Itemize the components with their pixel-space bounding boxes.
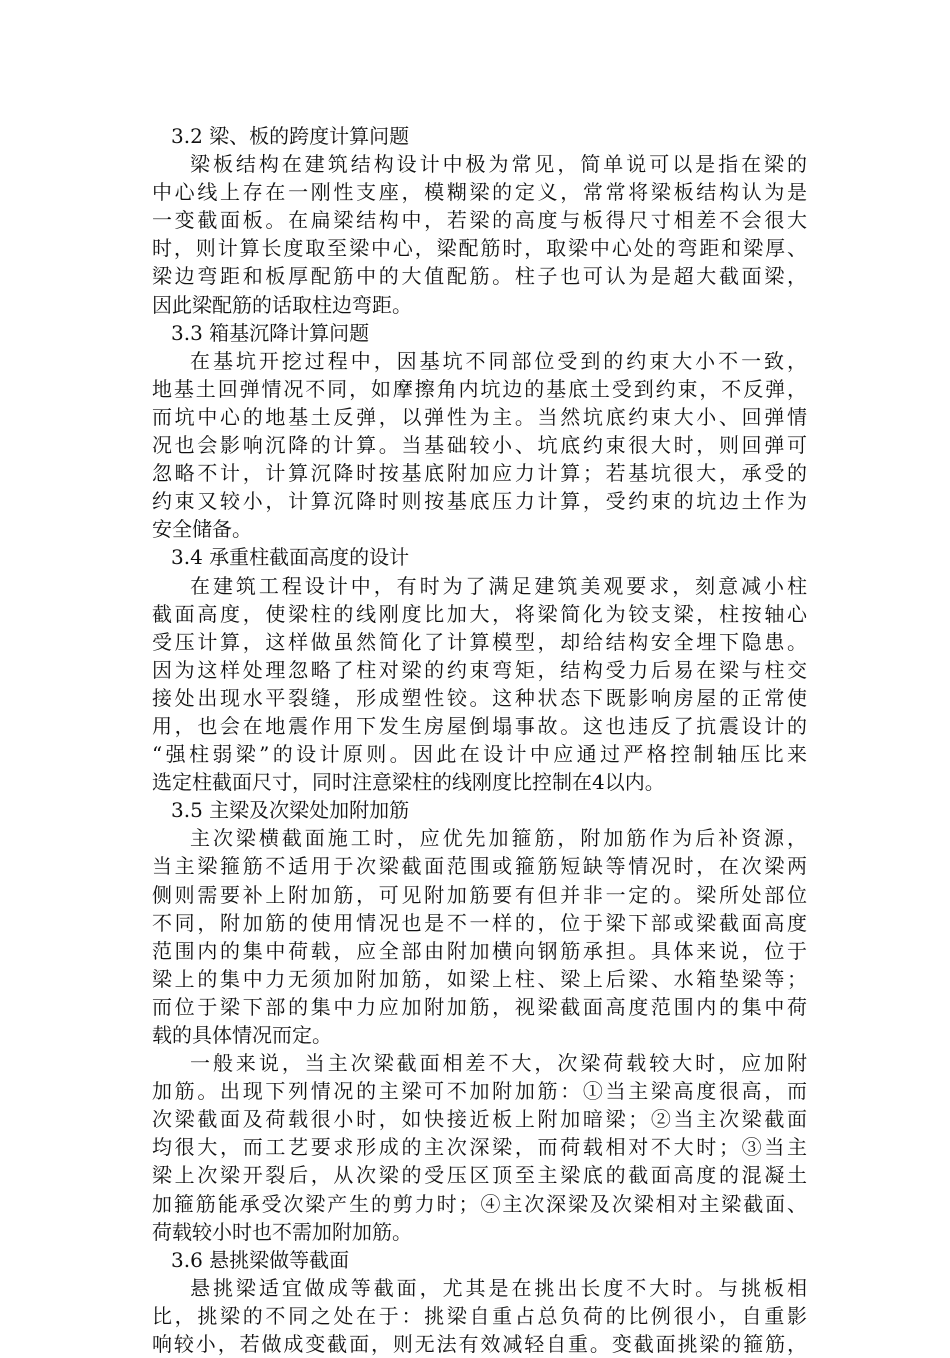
paragraph-line: 截面高度，使梁柱的线刚度比加大，将梁简化为铰支梁，柱按轴心	[152, 601, 807, 626]
paragraph-line: 梁板结构在建筑结构设计中极为常见，简单说可以是指在梁的	[190, 152, 807, 177]
paragraph-line: 接处出现水平裂缝，形成塑性铰。这种状态下既影响房屋的正常使	[152, 685, 807, 710]
section-heading: 3.3 箱基沉降计算问题	[171, 320, 370, 345]
paragraph-line: 比，挑梁的不同之处在于：挑梁自重占总负荷的比例很小，自重影	[152, 1303, 807, 1328]
paragraph-line: 当主梁箍筋不适用于次梁截面范围或箍筋短缺等情况时，在次梁两	[152, 854, 807, 879]
paragraph-line: 地基土回弹情况不同，如摩擦角内坑边的基底土受到约束，不反弹，	[152, 376, 807, 401]
paragraph-line: 选定柱截面尺寸，同时注意梁柱的线刚度比控制在4以内。	[152, 770, 665, 795]
paragraph-line: “强柱弱梁”的设计原则。因此在设计中应通过严格控制轴压比来	[152, 742, 807, 767]
paragraph-line: 时，则计算长度取至梁中心，梁配筋时，取梁中心处的弯距和梁厚、	[152, 236, 807, 261]
paragraph-line: 不同，附加筋的使用情况也是不一样的，位于梁下部或梁截面高度	[152, 910, 807, 935]
paragraph-line: 用，也会在地震作用下发生房屋倒塌事故。这也违反了抗震设计的	[152, 713, 807, 738]
paragraph-line: 主次梁横截面施工时，应优先加箍筋，附加筋作为后补资源，	[190, 826, 807, 851]
paragraph-line: 忽略不计，计算沉降时按基底附加应力计算；若基坑很大，承受的	[152, 461, 807, 486]
paragraph-line: 约束又较小，计算沉降时则按基底压力计算，受约束的坑边土作为	[152, 489, 807, 514]
section-heading: 3.5 主梁及次梁处加附加筋	[171, 798, 410, 823]
paragraph-line: 一般来说，当主次梁截面相差不大，次梁荷载较大时，应加附	[190, 1051, 807, 1076]
paragraph-line: 安全储备。	[152, 517, 252, 542]
paragraph-line: 加箍筋能承受次梁产生的剪力时；④主次深梁及次梁相对主梁截面、	[152, 1191, 807, 1216]
section-heading: 3.4 承重柱截面高度的设计	[171, 545, 410, 570]
paragraph-line: 而位于梁下部的集中力应加附加筋，视梁截面高度范围内的集中荷	[152, 994, 807, 1019]
paragraph-line: 而坑中心的地基土反弹，以弹性为主。当然坑底约束大小、回弹情	[152, 404, 807, 429]
paragraph-line: 在基坑开挖过程中，因基坑不同部位受到的约束大小不一致，	[190, 348, 807, 373]
paragraph-line: 在建筑工程设计中，有时为了满足建筑美观要求，刻意减小柱	[190, 573, 807, 598]
paragraph-line: 荷载较小时也不需加附加筋。	[152, 1219, 412, 1244]
paragraph-line: 均很大，而工艺要求形成的主次深梁，而荷载相对不大时；③当主	[152, 1135, 807, 1160]
paragraph-line: 梁上次梁开裂后，从次梁的受压区顶至主梁底的截面高度的混凝土	[152, 1163, 807, 1188]
paragraph-line: 载的具体情况而定。	[152, 1023, 332, 1047]
paragraph-line: 受压计算，这样做虽然简化了计算模型，却给结构安全埋下隐患。	[152, 629, 807, 654]
paragraph-line: 范围内的集中荷载，应全部由附加横向钢筋承担。具体来说，位于	[152, 938, 807, 963]
paragraph-line: 梁上的集中力无须加附加筋，如梁上柱、梁上后梁、水箱垫梁等；	[152, 966, 807, 991]
paragraph-line: 加筋。出现下列情况的主梁可不加附加筋：①当主梁高度很高，而	[152, 1079, 807, 1104]
paragraph-line: 况也会影响沉降的计算。当基础较小、坑底约束很大时，则回弹可	[152, 433, 807, 458]
paragraph-line: 因为这样处理忽略了柱对梁的约束弯矩，结构受力后易在梁与柱交	[152, 657, 807, 682]
section-heading: 3.2 梁、板的跨度计算问题	[171, 124, 410, 148]
paragraph-line: 一变截面板。在扁梁结构中，若梁的高度与板得尺寸相差不会很大	[152, 208, 807, 233]
paragraph-line: 悬挑梁适宜做成等截面，尤其是在挑出长度不大时。与挑板相	[190, 1275, 807, 1300]
paragraph-line: 响较小，若做成变截面，则无法有效减轻自重。变截面挑梁的箍筋，	[152, 1332, 807, 1357]
paragraph-line: 中心线上存在一刚性支座，模糊梁的定义，常常将梁板结构认为是	[152, 180, 807, 205]
section-heading: 3.6 悬挑梁做等截面	[171, 1247, 350, 1272]
document-body	[152, 122, 807, 1358]
paragraph-line: 侧则需要补上附加筋，可见附加筋要有但并非一定的。梁所处部位	[152, 882, 807, 907]
paragraph-line: 梁边弯距和板厚配筋中的大值配筋。柱子也可认为是超大截面梁，	[152, 264, 807, 289]
paragraph-line: 次梁截面及荷载很小时，如快接近板上附加暗梁；②当主次梁截面	[152, 1107, 807, 1132]
paragraph-line: 因此梁配筋的话取柱边弯距。	[152, 292, 412, 317]
